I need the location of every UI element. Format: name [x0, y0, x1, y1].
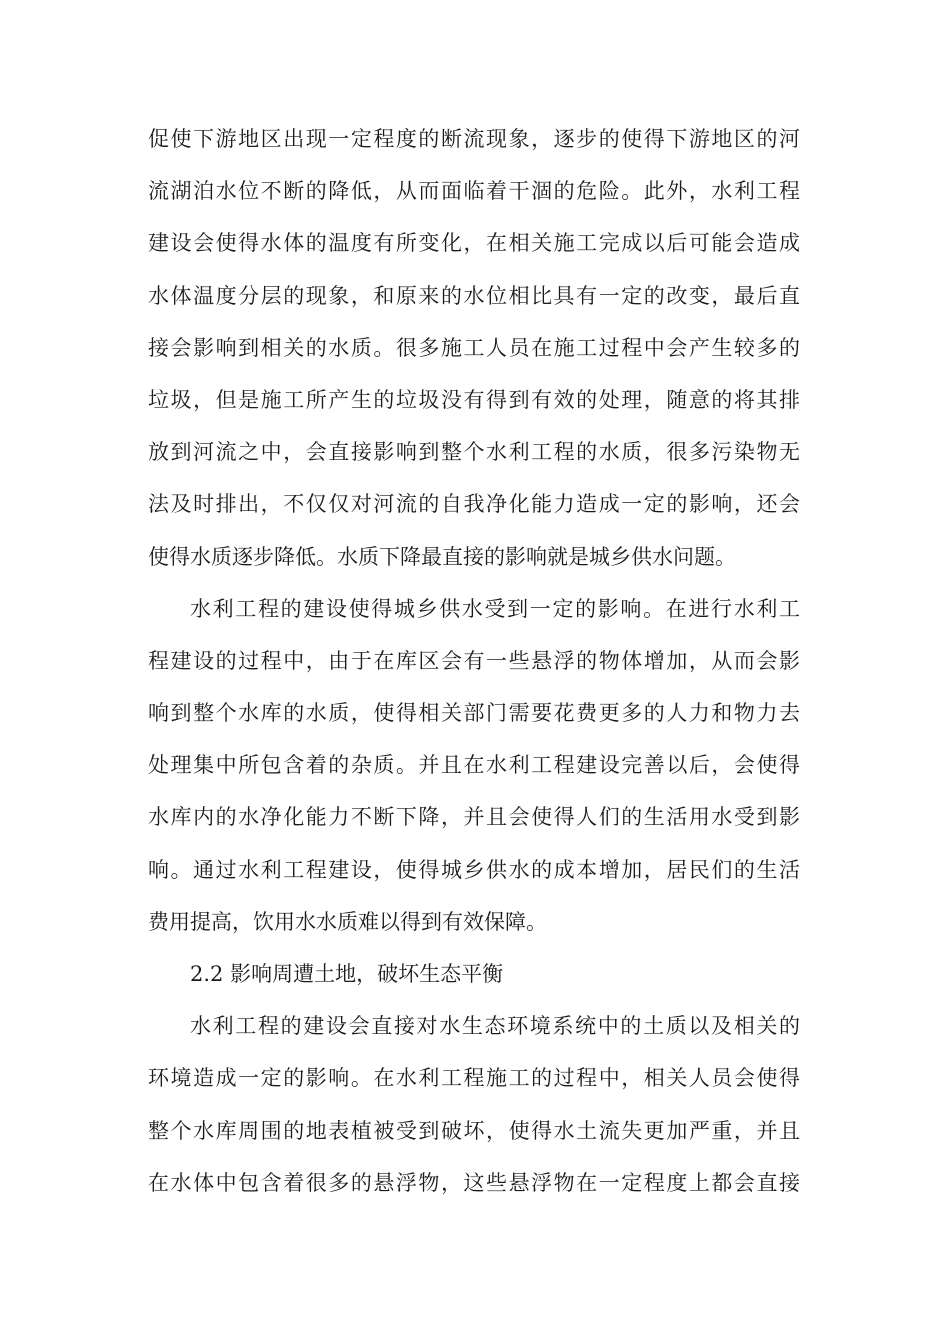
text-line: 流湖泊水位不断的降低，从而面临着干涸的危险。此外，水利工程 [148, 179, 800, 204]
text-line: 建设会使得水体的温度有所变化，在相关施工完成以后可能会造成 [148, 231, 800, 256]
text-line: 处理集中所包含着的杂质。并且在水利工程建设完善以后，会使得 [148, 753, 800, 778]
paragraph-1 [148, 113, 800, 583]
paragraph-3 [148, 1000, 800, 1209]
text-line: 水体温度分层的现象，和原来的水位相比具有一定的改变，最后直 [148, 283, 800, 308]
text-line: 促使下游地区出现一定程度的断流现象，逐步的使得下游地区的河 [148, 127, 800, 151]
paragraph-2 [148, 583, 800, 948]
text-line: 整个水库周围的地表植被受到破坏，使得水土流失更加严重，并且 [148, 1118, 800, 1143]
text-line: 接会影响到相关的水质。很多施工人员在施工过程中会产生较多的 [148, 335, 800, 360]
text-line: 水利工程的建设会直接对水生态环境系统中的土质以及相关的 [190, 1014, 800, 1039]
document-body [148, 113, 800, 1209]
text-line: 使得水质逐步降低。水质下降最直接的影响就是城乡供水问题。 [148, 544, 736, 569]
text-line: 在水体中包含着很多的悬浮物，这些悬浮物在一定程度上都会直接 [148, 1170, 800, 1195]
text-line: 费用提高，饮用水水质难以得到有效保障。 [148, 909, 547, 934]
text-line: 水库内的水净化能力不断下降，并且会使得人们的生活用水受到影 [148, 805, 800, 830]
text-line: 响到整个水库的水质，使得相关部门需要花费更多的人力和物力去 [148, 701, 800, 726]
text-line: 程建设的过程中，由于在库区会有一些悬浮的物体增加，从而会影 [148, 648, 800, 673]
text-line: 垃圾，但是施工所产生的垃圾没有得到有效的处理，随意的将其排 [148, 387, 800, 412]
text-line: 响。通过水利工程建设，使得城乡供水的成本增加，居民们的生活 [148, 857, 800, 882]
text-line: 放到河流之中，会直接影响到整个水利工程的水质，很多污染物无 [148, 440, 800, 465]
text-line: 环境造成一定的影响。在水利工程施工的过程中，相关人员会使得 [148, 1066, 800, 1091]
text-line: 水利工程的建设使得城乡供水受到一定的影响。在进行水利工 [190, 596, 800, 621]
section-heading: 2.2 影响周遭土地，破坏生态平衡 [190, 962, 504, 986]
text-line: 法及时排出，不仅仅对河流的自我净化能力造成一定的影响，还会 [148, 492, 800, 517]
